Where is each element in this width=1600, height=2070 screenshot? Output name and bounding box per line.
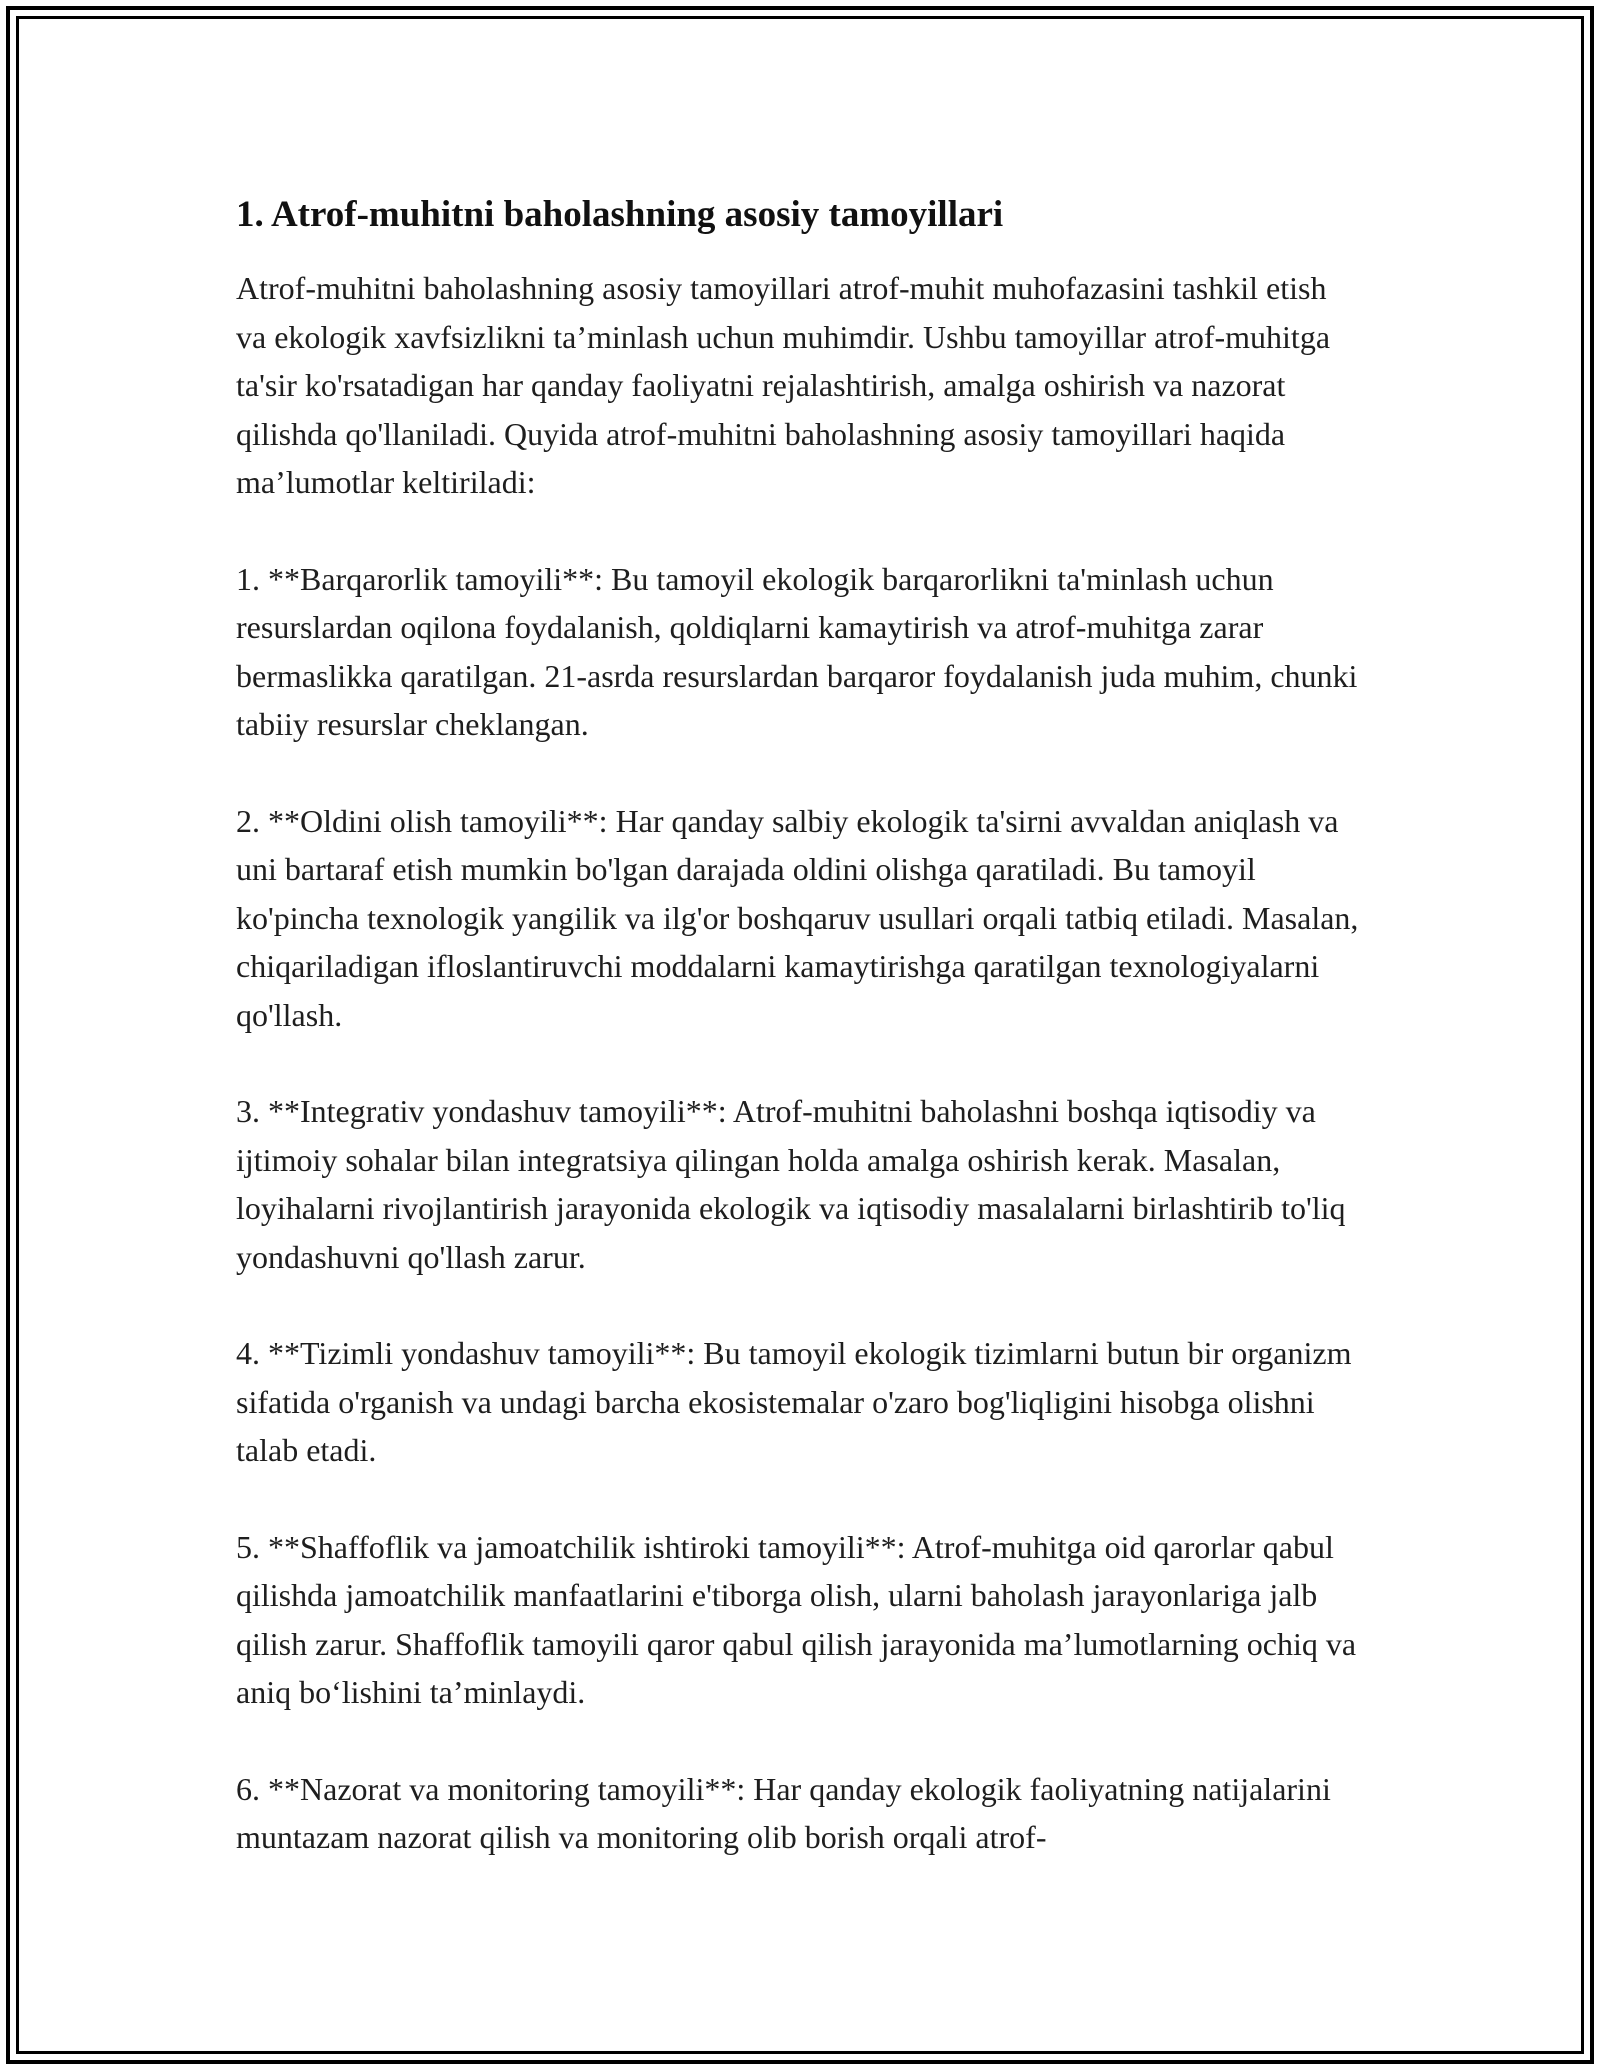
principle-2-paragraph: 2. **Oldini olish tamoyili**: Har qanday salbiy ekologik ta'sirni avvaldan aniqlash va uni bartaraf etish mumkin bo'lgan darajada oldini olishga qaratiladi. Bu tamoyil ko'pincha texnologik yangilik va ilg'or boshqaruv usullari orqali tatbiq etiladi. Masalan, chiqariladigan ifloslantiruvchi moddalarni kamaytirishga qaratilgan texnologiyalarni qo'llash. xyxy=(236,802,1359,1033)
principle-5-paragraph: 5. **Shaffoflik va jamoatchilik ishtiroki tamoyili**: Atrof-muhitga oid qarorlar qabul qilishda jamoatchilik manfaatlarini e'tiborga olish, ularni baholash jarayonlariga jalb qilish zarur. Shaffoflik tamoyili qaror qabul qilish jarayonida ma’lumotlarning ochiq va aniq bo‘lishini ta’minlaydi. xyxy=(236,1528,1357,1710)
document-body xyxy=(236,186,1362,1862)
intro-paragraph: Atrof-muhitni baholashning asosiy tamoyillari atrof-muhit muhofazasini tashkil etish va ekologik xavfsizlikni ta’minlash uchun muhimdir. Ushbu tamoyillar atrof-muhitga ta'sir ko'rsatadigan har qanday faoliyatni rejalashtirish, amalga oshirish va nazorat qilishda qo'llaniladi. Quyida atrof-muhitni baholashning asosiy tamoyillari haqida ma’lumotlar keltiriladi: xyxy=(236,270,1331,500)
principle-4-paragraph: 4. **Tizimli yondashuv tamoyili**: Bu tamoyil ekologik tizimlarni butun bir organizm sifatida o'rganish va undagi barcha ekosistemalar o'zaro bog'liqligini hisobga olishni talab etadi. xyxy=(236,1335,1352,1468)
principle-3-paragraph: 3. **Integrativ yondashuv tamoyili**: Atrof-muhitni baholashni boshqa iqtisodiy va ijtimoiy sohalar bilan integratsiya qilingan holda amalga oshirish kerak. Masalan, loyihalarni rivojlantirish jarayonida ekologik va iqtisodiy masalalarni birlashtirib to'liq yondashuvni qo'llash zarur. xyxy=(236,1093,1346,1275)
principle-1-paragraph: 1. **Barqarorlik tamoyili**: Bu tamoyil ekologik barqarorlikni ta'minlash uchun resurslardan oqilona foydalanish, qoldiqlarni kamaytirish va atrof-muhitga zarar bermaslikka qaratilgan. 21-asrda resurslardan barqaror foydalanish juda muhim, chunki tabiiy resurslar cheklangan. xyxy=(236,560,1358,742)
section-title: 1. Atrof-muhitni baholashning asosiy tamoyillari xyxy=(236,194,1004,235)
principle-6-paragraph: 6. **Nazorat va monitoring tamoyili**: Har qanday ekologik faoliyatning natijalarini muntazam nazorat qilish va monitoring olib borish orqali atrof- xyxy=(236,1770,1331,1855)
